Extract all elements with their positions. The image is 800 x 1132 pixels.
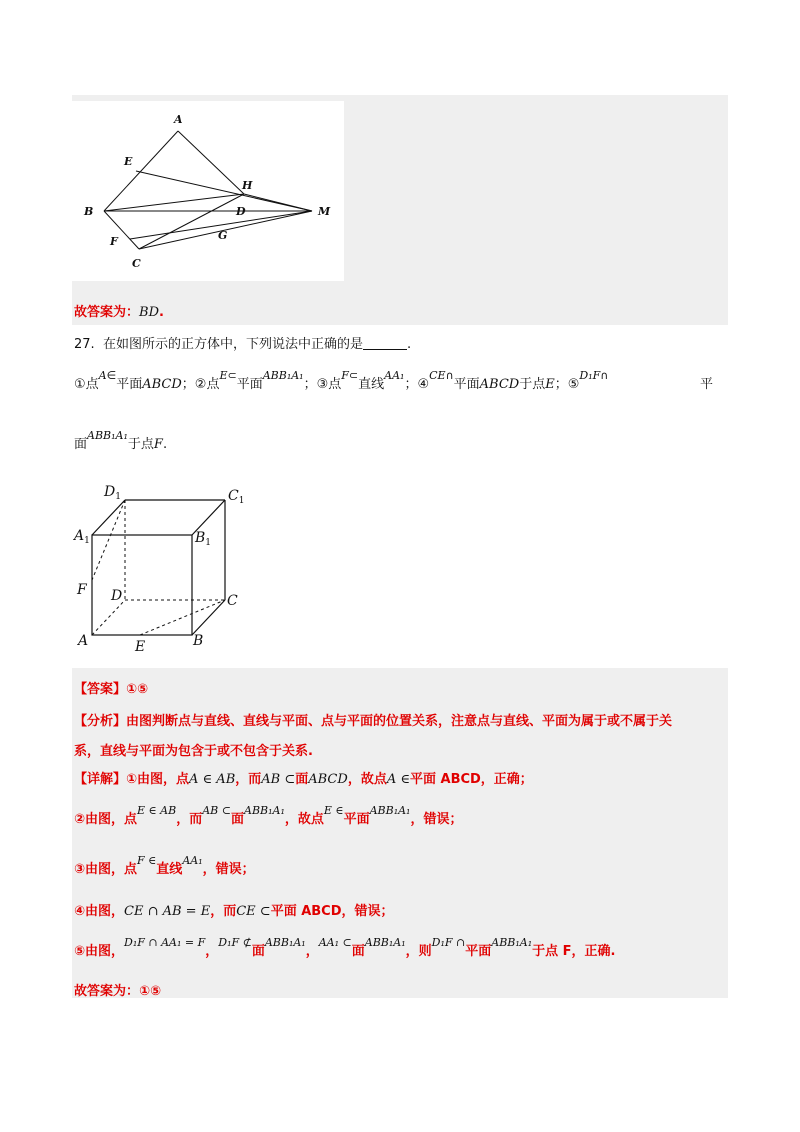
edge-ad-hidden bbox=[92, 600, 125, 635]
label-h: H bbox=[242, 179, 253, 192]
detail-line2: ②由图，点$^{E \in AB}$，而$^{AB \subset}$面$^{ABB_1A_1}$，故点$^{E \in}$平面$^{ABB_1A_1}$，错误； bbox=[74, 804, 463, 827]
answer-blank bbox=[363, 337, 407, 350]
question-options-line2: 面$^{ABB_1A_1}$于点F. bbox=[74, 429, 168, 452]
detail-line1: 【详解】①由图，点A ∈ AB，而AB ⊂面ABCD，故点A ∈平面 ABCD，正确； bbox=[74, 772, 533, 787]
cube-diagram bbox=[72, 480, 252, 655]
label-f: F bbox=[110, 235, 118, 248]
prev-answer-line: 故答案为：BD. bbox=[74, 305, 164, 320]
cube-label-a: A bbox=[78, 633, 89, 649]
cube-label-b1: $B_1$ bbox=[195, 530, 212, 548]
cube-front-face bbox=[92, 535, 192, 635]
edge-ab bbox=[104, 131, 178, 211]
prev-answer-value: BD bbox=[139, 305, 159, 320]
question-options-line1: ①点$^{A\in}$平面ABCD；②点$^{E\subset}$平面$^{ABB_1A_1}$；③点$^{F\subset}$直线$^{AA_1}$；④$^{CE\cap}$平面ABCD于点E；⑤$^{D_1F\cap}$ bbox=[74, 369, 609, 392]
label-b: B bbox=[84, 205, 94, 218]
label-c: C bbox=[132, 257, 141, 270]
triangle-diagram bbox=[72, 101, 344, 281]
detail-line4: ④由图，CE ∩ AB = E，而CE ⊂平面 ABCD，错误； bbox=[74, 904, 394, 919]
cube-label-b: B bbox=[193, 633, 204, 649]
edge-bc bbox=[192, 600, 225, 635]
cube-figure bbox=[72, 480, 252, 655]
edge-ah bbox=[178, 131, 244, 194]
edge-hm bbox=[244, 194, 312, 211]
segment-ec bbox=[140, 600, 225, 635]
detail-line3: ③由图，点$^{F \in}$直线$^{AA_1}$，错误； bbox=[74, 854, 255, 877]
cube-label-d1: $D_1$ bbox=[104, 484, 121, 502]
cube-label-c: C bbox=[227, 593, 238, 609]
cube-label-c1: $C_1$ bbox=[228, 488, 245, 506]
label-g: G bbox=[218, 229, 228, 242]
label-m: M bbox=[318, 205, 331, 218]
segment-d1f bbox=[92, 500, 125, 580]
cube-label-f: F bbox=[77, 582, 87, 598]
triangle-figure bbox=[72, 101, 344, 281]
cube-label-d: D bbox=[111, 588, 123, 604]
analysis-line2: 系，直线与平面为包含于或不包含于关系. bbox=[74, 744, 313, 759]
detail-line5: ⑤由图，$^{D_1F \cap AA_1 = F}$，$^{D_1F ⊄}$面$^{ABB_1A_1}$，$^{AA_1 \subset}$面$^{ABB_1A_1}$，则$^{D_1F \cap}$平面$^{ABB_1A_1}$于点 F，正确. bbox=[74, 936, 616, 959]
label-e: E bbox=[124, 155, 133, 168]
question-stem: 27. 在如图所示的正方体中，下列说法中正确的是 . bbox=[74, 337, 412, 352]
edge-a1d1 bbox=[92, 500, 125, 535]
label-a: A bbox=[174, 113, 183, 126]
question-options-line1-end: 平 bbox=[700, 377, 714, 392]
cube-label-a1: $A_1$ bbox=[74, 528, 90, 546]
final-answer-line: 故答案为：①⑤ bbox=[74, 984, 162, 999]
cube-label-e: E bbox=[135, 639, 146, 655]
label-d: D bbox=[236, 205, 246, 218]
answer-line: 【答案】①⑤ bbox=[74, 682, 149, 697]
edge-cd bbox=[139, 194, 244, 249]
edge-bh bbox=[104, 194, 244, 211]
analysis-line1: 【分析】由图判断点与直线、直线与平面、点与平面的位置关系，注意点与直线、平面为属于或不属于关 bbox=[74, 714, 673, 729]
